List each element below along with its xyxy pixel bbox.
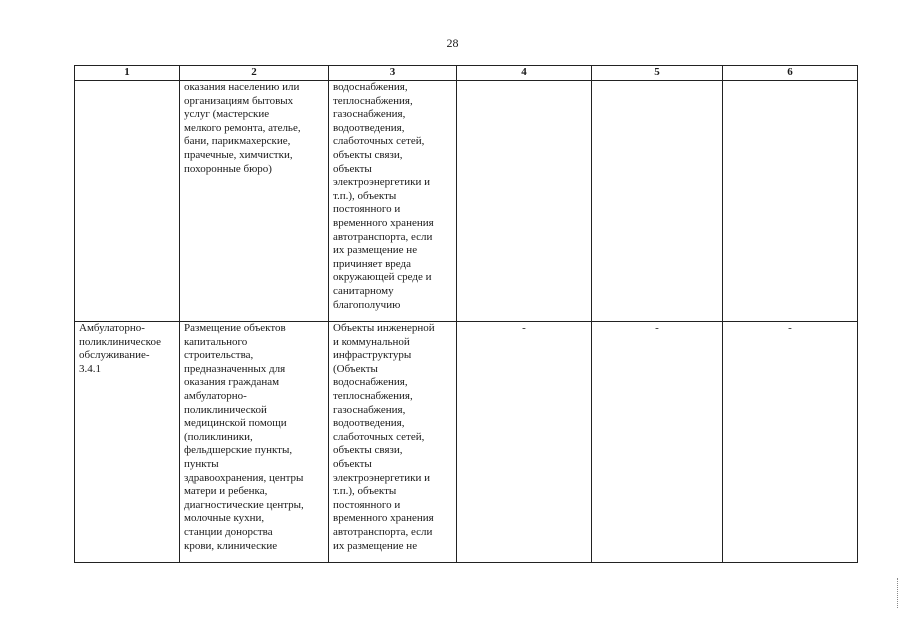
cell-col-5 bbox=[592, 322, 723, 563]
header-col-6: 6 bbox=[723, 66, 858, 81]
cell-permitted-objects bbox=[329, 322, 457, 563]
header-col-2: 2 bbox=[180, 66, 329, 81]
land-use-table bbox=[74, 65, 858, 563]
cell-permitted-objects bbox=[329, 81, 457, 322]
page-number: 28 bbox=[446, 36, 459, 50]
cell-use-description bbox=[180, 322, 329, 563]
table-header-row bbox=[75, 66, 858, 81]
cell-text: Объекты инженерной и коммунальной инфраструктуры (Объекты водоснабжения, теплоснабжения, газоснабжения, водоотведения, слаботочных сетей, объекты связи, объекты электроэнергетики и т.п.), объекты постоянного и временного хранения автотранспорта, если их размещение не bbox=[333, 322, 435, 552]
cell-col-6 bbox=[723, 81, 858, 322]
header-col-3: 3 bbox=[329, 66, 457, 81]
cell-col-6 bbox=[723, 322, 858, 563]
cell-col-4 bbox=[457, 322, 592, 563]
cell-dash: - bbox=[522, 322, 526, 334]
cell-col-4 bbox=[457, 81, 592, 322]
header-col-4: 4 bbox=[457, 66, 592, 81]
cell-text: водоснабжения, теплоснабжения, газоснабжения, водоотведения, слаботочных сетей, объекты связи, объекты электроэнергетики и т.п.), объекты постоянного и временного хранения автотранспорта, если их размещение не причиняет вреда окружающей среде и санитарному благополучию bbox=[333, 81, 434, 311]
cell-use-description bbox=[180, 81, 329, 322]
cell-text: Размещение объектов капитального строительства, предназначенных для оказания гражданам амбулаторно- поликлинической медицинской помощи (поликлиники, фельдшерские пункты, пункты здравоохранения, центры матери и ребенка, диагностические центры, молочные кухни, станции донорства крови, клинические bbox=[184, 322, 304, 552]
cell-text: оказания населению или организациям бытовых услуг (мастерские мелкого ремонта, ателье, бани, парикмахерские, прачечные, химчистки, похоронные бюро) bbox=[184, 81, 301, 175]
header-col-5: 5 bbox=[592, 66, 723, 81]
table-row bbox=[75, 322, 858, 563]
cell-use-type bbox=[75, 322, 180, 563]
scan-artifact bbox=[897, 578, 900, 608]
cell-text: Амбулаторно- поликлиническое обслуживание- 3.4.1 bbox=[79, 322, 161, 375]
cell-dash: - bbox=[655, 322, 659, 334]
cell-dash: - bbox=[788, 322, 792, 334]
cell-use-type bbox=[75, 81, 180, 322]
cell-col-5 bbox=[592, 81, 723, 322]
header-col-1: 1 bbox=[75, 66, 180, 81]
table-row bbox=[75, 81, 858, 322]
